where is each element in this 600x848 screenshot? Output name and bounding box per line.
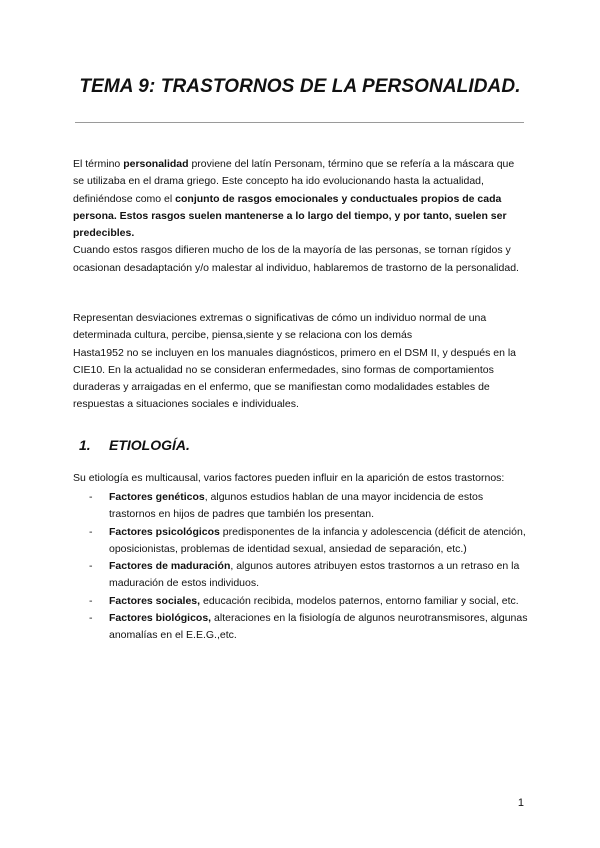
etiology-intro: Su etiología es multicausal, varios factores pueden influir en la aparición de estos trastornos: [73, 472, 505, 484]
list-item [89, 489, 529, 524]
second-paragraph [73, 310, 528, 414]
list-item-bold: Factores genéticos [109, 491, 205, 503]
second-line-2: Hasta1952 no se incluyen en los manuales diagnósticos, primero en el DSM II, y después en la CIE10. En la actualidad no se consideran enfermedades, sino formas de comportamientos duraderas y arraigadas en el enfermo, que se manifiestan como modalidades estables de respuestas a situaciones sociales e individuales. [73, 346, 516, 411]
list-item-bold: Factores sociales, [109, 594, 201, 607]
list-item [89, 610, 529, 645]
section-title: ETIOLOGÍA. [109, 437, 190, 453]
list-item-text: educación recibida, modelos paternos, entorno familiar y social, etc. [200, 594, 519, 607]
intro-paragraph [73, 156, 528, 277]
list-item-bold: Factores de maduración [109, 560, 231, 573]
list-item-text: , algunos estudios hablan de una mayor incidencia de estos trastornos en hijos de padres que también los presentan. [109, 491, 484, 521]
list-dash: - [89, 525, 93, 538]
list-dash: - [89, 612, 93, 625]
list-item [89, 558, 529, 593]
intro-bold-personalidad: personalidad [123, 158, 189, 170]
list-item-bold: Factores psicológicos [109, 525, 220, 538]
section-number: 1. [79, 437, 91, 453]
intro-text-1: El término [73, 158, 124, 170]
list-item-text: , algunos autores atribuyen estos trastornos a un retraso en la maduración de estos individuos. [109, 560, 520, 590]
intro-bold-definition: conjunto de rasgos emocionales y conductuales propios de cada persona. Estos rasgos suelen mantenerse a lo largo del tiempo, y por tanto, suelen ser predecibles. [73, 192, 507, 240]
intro-line-1 [73, 156, 528, 242]
second-line-1: Representan desviaciones extremas o significativas de cómo un individuo normal de una determinada cultura, percibe, piensa,siente y se relaciona con los demás [73, 312, 487, 342]
list-dash: - [89, 594, 93, 607]
list-dash: - [89, 491, 93, 503]
list-dash: - [89, 560, 93, 573]
list-item-bold: Factores biológicos, [109, 612, 212, 625]
section-heading-etiologia [79, 437, 190, 453]
list-item-text: predisponentes de la infancia y adolescencia (déficit de atención, oposicionistas, problemas de identidad sexual, ansiedad de separación, etc.) [109, 525, 526, 555]
factors-list [89, 489, 529, 645]
page-number: 1 [517, 797, 524, 809]
intro-text-2: proviene del latín Personam, término que se refería a la máscara que se utilizaba en el drama griego. Este concepto ha ido evolucionando hasta la actualidad, definiéndose como el [73, 158, 515, 205]
intro-line-2: Cuando estos rasgos difieren mucho de los de la mayoría de las personas, se tornan rígidos y ocasionan desadaptación y/o malestar al individuo, hablaremos de trastorno de la personalidad. [73, 244, 519, 274]
list-item [89, 524, 529, 559]
list-item [89, 593, 529, 610]
title-divider [75, 122, 524, 123]
document-title: TEMA 9: TRASTORNOS DE LA PERSONALIDAD. [79, 76, 521, 97]
list-item-text: alteraciones en la fisiología de algunos neurotransmisores, algunas anomalías en el E.E.G.,etc. [109, 612, 528, 642]
